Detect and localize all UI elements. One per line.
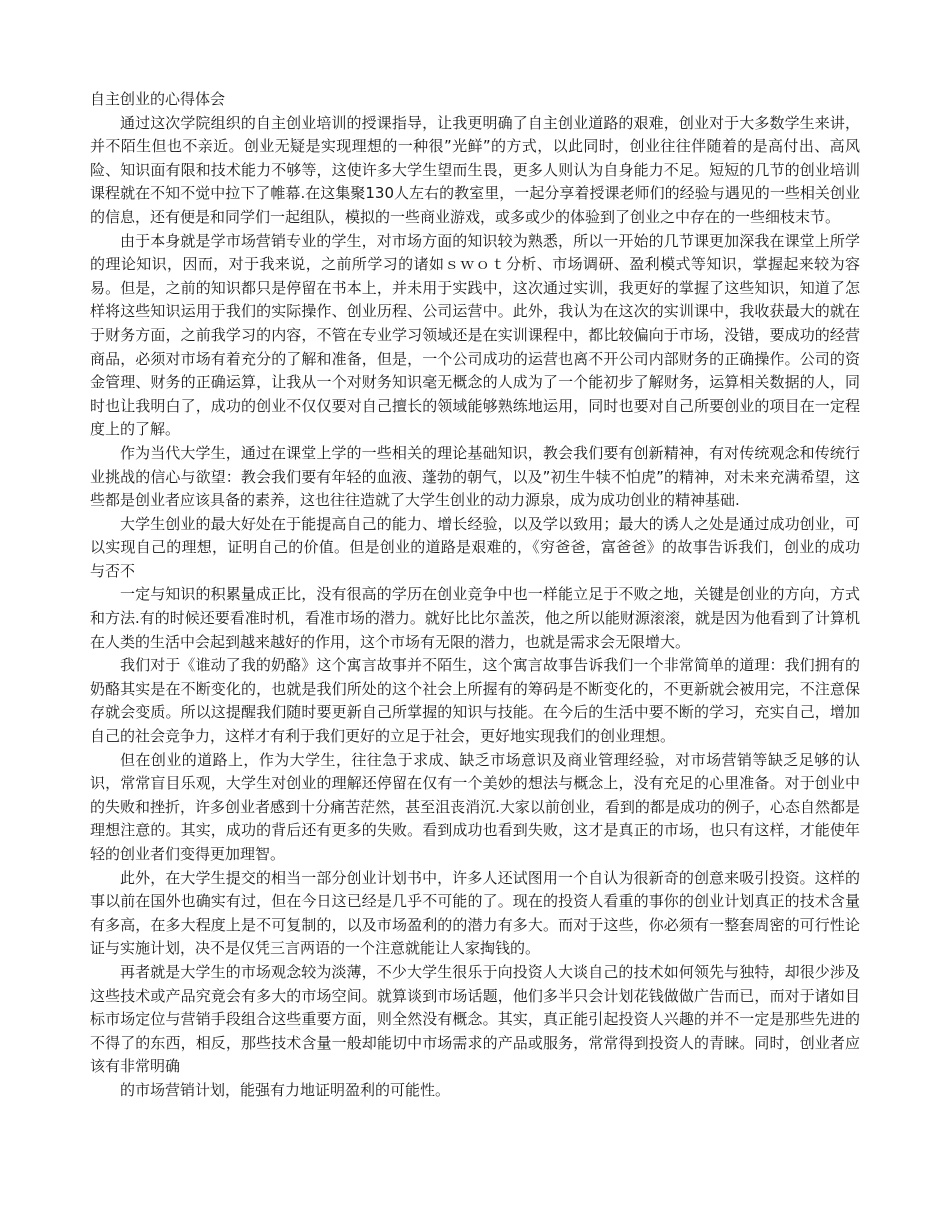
paragraph-2: 由于本身就是学市场营销专业的学生，对市场方面的知识较为熟悉，所以一开始的几节课更加深我在课堂上所学的理论知识，因而，对于我来说，之前所学习的诸如ｓｗｏｔ分析、市场调研、盈利模式等知识，掌握起来较为容易。但是，之前的知识都只是停留在书本上，并未用于实践中，这次通过实训，我更好的掌握了这些知识，知道了怎样将这些知识运用于我们的实际操作、创业历程、公司运营中。此外，我认为在这次的实训课中，我收获最大的就在于财务方面，之前我学习的内容，不管在专业学习领域还是在实训课程中，都比较偏向于市场，没错，要成功的经营商品，必须对市场有着充分的了解和准备，但是，一个公司成功的运营也离不开公司内部财务的正确操作。公司的资金管理、财务的正确运算，让我从一个对财务知识毫无概念的人成为了一个能初步了解财务，运算相关数据的人，同时也让我明白了，成功的创业不仅仅要对自己擅长的领域能够熟练地运用，同时也要对自己所要创业的项目在一定程度上的了解。: [90, 231, 860, 439]
paragraph-7: 但在创业的道路上，作为大学生，往往急于求成、缺乏市场意识及商业管理经验，对市场营销等缺乏足够的认识，常常盲目乐观，大学生对创业的理解还停留在仅有一个美妙的想法与概念上，没有充足的心里准备。对于创业中的失败和挫折，许多创业者感到十分痛苦茫然，甚至沮丧消沉.大家以前创业，看到的都是成功的例子，心态自然都是理想注意的。其实，成功的背后还有更多的失败。看到成功也看到失败，这才是真正的市场，也只有这样，才能使年轻的创业者们变得更加理智。: [90, 750, 860, 863]
paragraph-1: 通过这次学院组织的自主创业培训的授课指导，让我更明确了自主创业道路的艰难，创业对于大多数学生来讲，并不陌生但也不亲近。创业无疑是实现理想的一种很”光鲜”的方式，以此同时，创业往往伴随着的是高付出、高风险、知识面有限和技术能力不够等，这使许多大学生望而生畏，更多人则认为自身能力不足。短短的几节的创业培训课程就在不知不觉中拉下了帷幕.在这集聚130人左右的教室里，一起分享着授课老师们的经验与遇见的一些相关创业的信息，还有便是和同学们一起组队，模拟的一些商业游戏，或多或少的体验到了创业之中存在的一些细枝末节。: [90, 113, 860, 226]
document-title: 自主创业的心得体会: [90, 90, 226, 108]
paragraph-8: 此外，在大学生提交的相当一部分创业计划书中，许多人还试图用一个自认为很新奇的创意来吸引投资。这样的事以前在国外也确实有过，但在今日这已经是几乎不可能的了。现在的投资人看重的事你的创业计划真正的技术含量有多高，在多大程度上是不可复制的，以及市场盈利的的潜力有多大。而对于这些，你必须有一整套周密的可行性论证与实施计划，决不是仅凭三言两语的一个注意就能让人家掏钱的。: [90, 868, 860, 958]
paragraph-3: 作为当代大学生，通过在课堂上学的一些相关的理论基础知识，教会我们要有创新精神，有对传统观念和传统行业挑战的信心与欲望：教会我们要有年轻的血液、蓬勃的朝气，以及”初生牛犊不怕虎”的精神，对未来充满希望，这些都是创业者应该具备的素养，这也往往造就了大学生创业的动力源泉，成为成功创业的精神基础.: [90, 443, 860, 510]
paragraph-6: 我们对于《谁动了我的奶酪》这个寓言故事并不陌生，这个寓言故事告诉我们一个非常简单的道理：我们拥有的奶酪其实是在不断变化的，也就是我们所处的这个社会上所握有的筹码是不断变化的，不更新就会被用完，不注意保存就会变质。所以这提醒我们随时要更新自己所掌握的知识与技能。在今后的生活中要不断的学习，充实自己，增加自己的社会竞争力，这样才有利于我们更好的立足于社会，更好地实现我们的创业理想。: [90, 656, 860, 746]
paragraph-4: 大学生创业的最大好处在于能提高自己的能力、增长经验，以及学以致用；最大的诱人之处是通过成功创业，可以实现自己的理想，证明自己的价值。但是创业的道路是艰难的，《穷爸爸，富爸爸》的故事告诉我们，创业的成功与否不: [90, 514, 860, 580]
paragraph-9: 再者就是大学生的市场观念较为淡薄，不少大学生很乐于向投资人大谈自己的技术如何领先与独特，却很少涉及这些技术或产品究竟会有多大的市场空间。就算谈到市场话题，他们多半只会计划花钱做做广告而已，而对于诸如目标市场定位与营销手段组合这些重要方面，则全然没有概念。其实，真正能引起投资人兴趣的并不一定是那些先进的不得了的东西，相反，那些技术含量一般却能切中市场需求的产品或服务，常常得到投资人的青睐。同时，创业者应该有非常明确: [90, 962, 860, 1076]
document-page: [90, 88, 860, 1103]
paragraph-5: 一定与知识的积累量成正比，没有很高的学历在创业竞争中也一样能立足于不败之地，关键是创业的方向，方式和方法.有的时候还要看准时机，看准市场的潜力。就好比比尔盖茨，他之所以能财源滚滚，就是因为他看到了计算机在人类的生活中会起到越来越好的作用，这个市场有无限的潜力，也就是需求会无限增大。: [90, 585, 860, 651]
paragraph-10: 的市场营销计划，能强有力地证明盈利的可能性。: [120, 1080, 451, 1099]
